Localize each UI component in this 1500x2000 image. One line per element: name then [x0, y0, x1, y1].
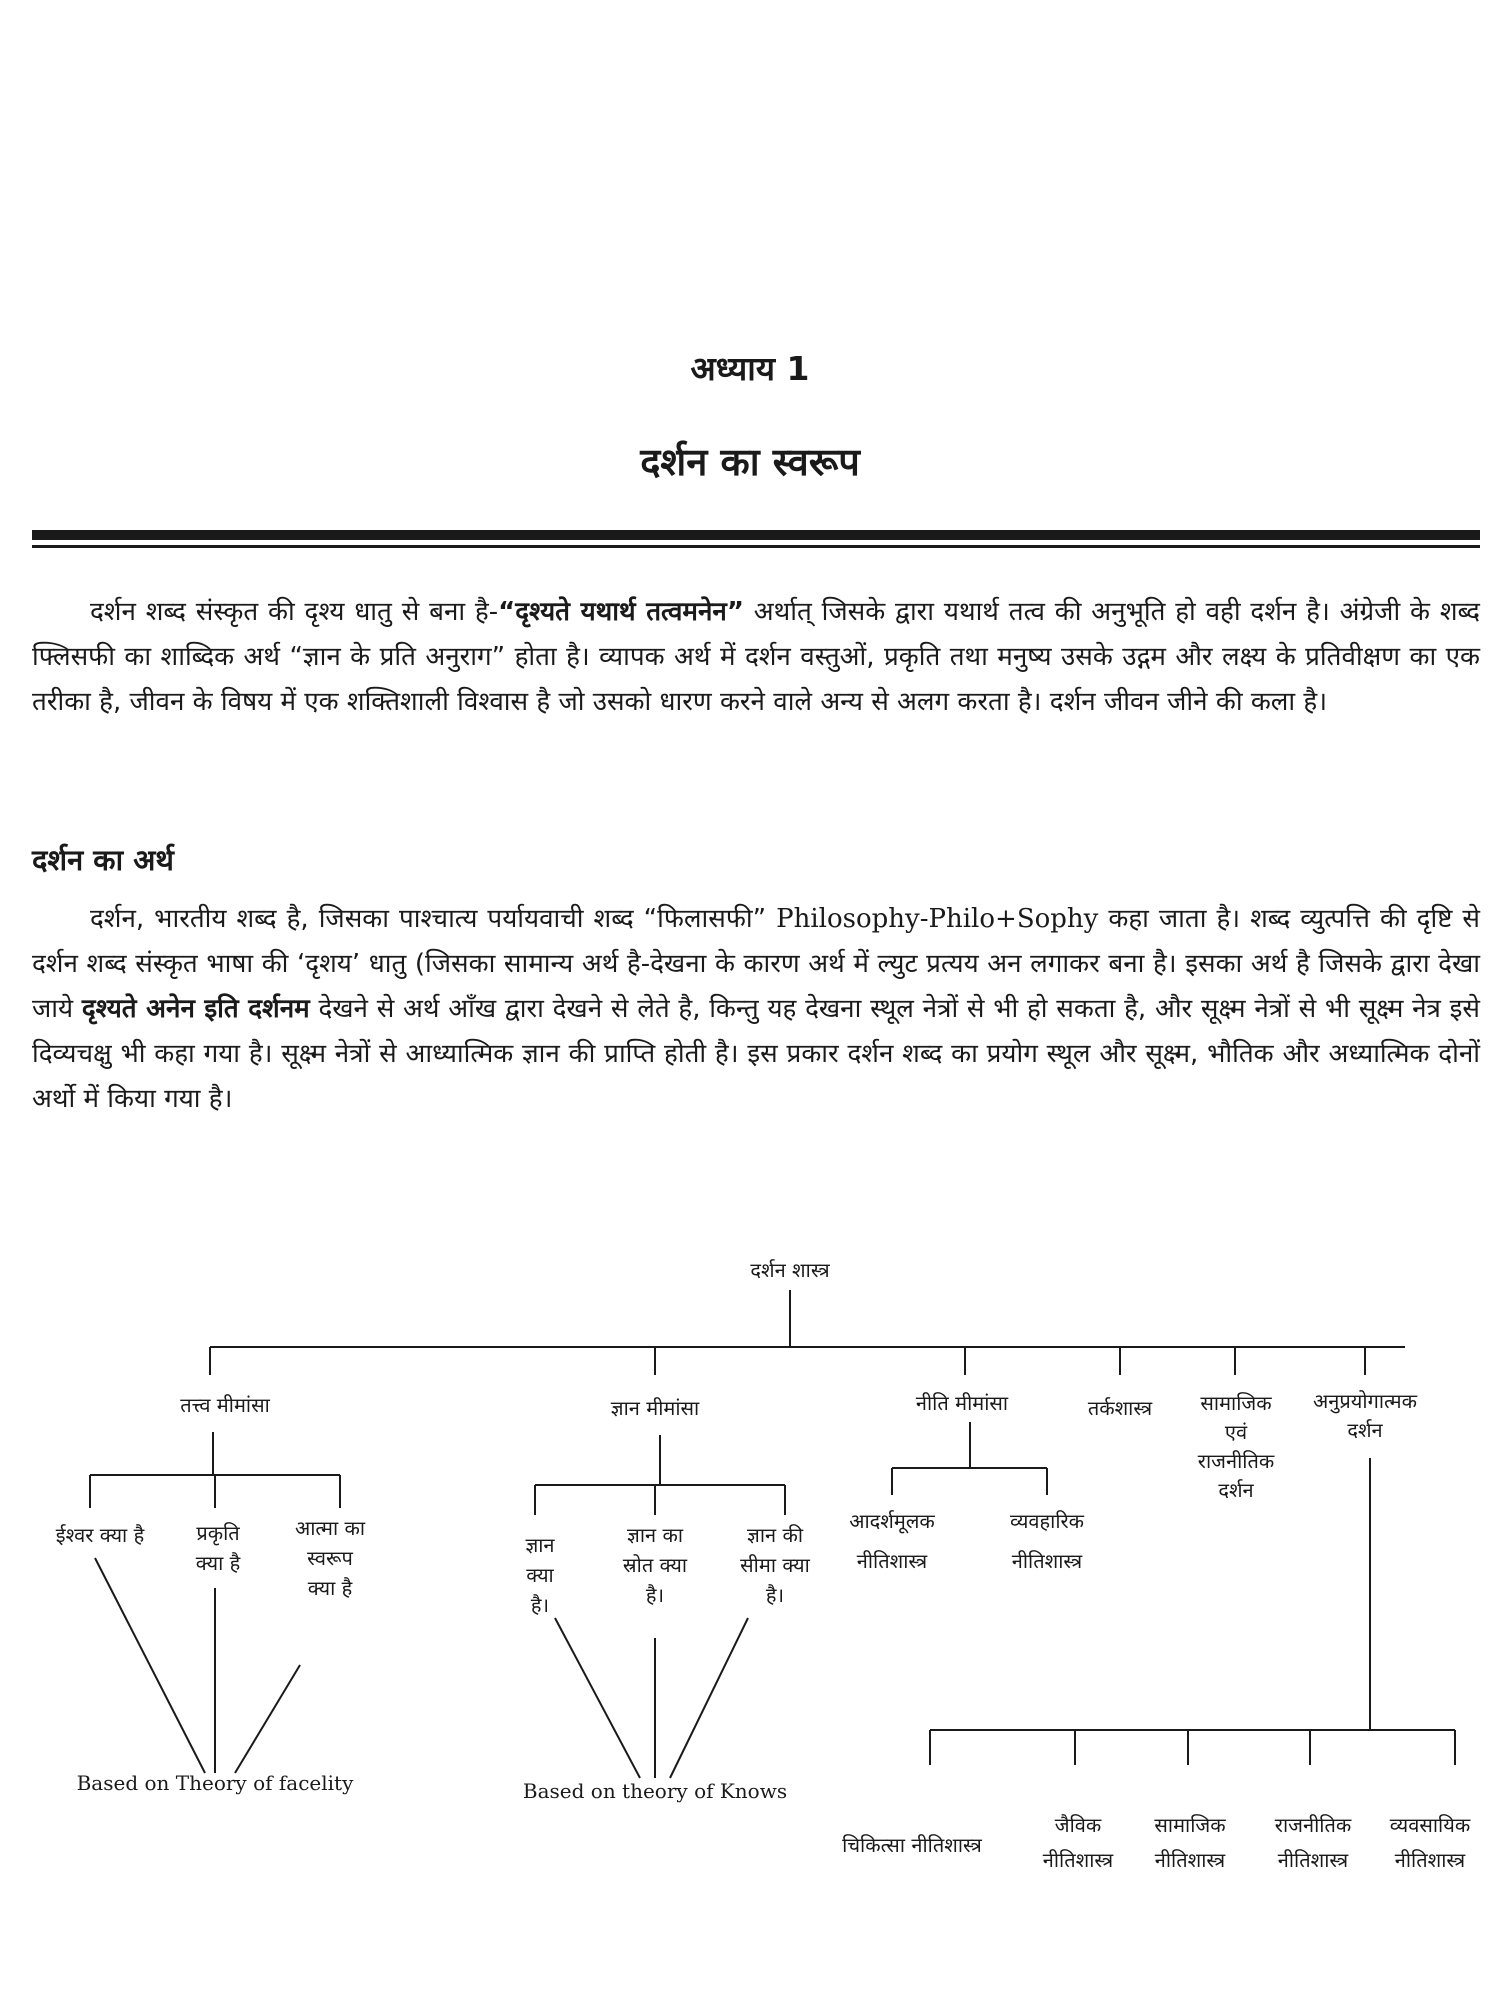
applied-business-line2: नीतिशास्त्र	[1394, 1848, 1466, 1872]
intro-paragraph	[32, 590, 1480, 725]
epistemology-source-line2: स्रोत क्या	[622, 1553, 688, 1577]
branch-epistemology: ज्ञान मीमांसा	[610, 1396, 700, 1420]
applied-bio-line2: नीतिशास्त्र	[1042, 1848, 1114, 1872]
epistemology-limit-line3: है।	[765, 1583, 785, 1607]
meaning-text-2: कहा जाता है। शब्द व्युत्पत्ति की दृष्टि से दर्शन शब्द संस्कृत भाषा की ‘दृशय’ धातु (जिसका सामान्य अर्थ है-देखना के कारण अर्थ में ल्युट प्रत्यय अन लगाकर बना है। इसका अर्थ है जिसके द्वारा देखा जाये	[32, 904, 1480, 1024]
metaphysics-soul-line1: आत्मा का	[294, 1516, 366, 1540]
branch-logic: तर्कशास्त्र	[1087, 1396, 1153, 1420]
connector	[555, 1618, 640, 1778]
chapter-title: दर्शन का स्वरूप	[640, 440, 860, 484]
metaphysics-god: ईश्वर क्या है	[55, 1523, 145, 1547]
meaning-text-3: देखने से अर्थ आँख द्वारा देखने से लेते है, किन्तु यह देखना स्थूल नेत्रों से भी हो सकता है, और सूक्ष्म नेत्रों से भी सूक्ष्म नेत्र इसे दिव्यचक्षु भी कहा गया है। सूक्ष्म नेत्रों से आध्यात्मिक ज्ञान की प्राप्ति होती है। इस प्रकार दर्शन शब्द का प्रयोग स्थूल और सूक्ष्म, भौतिक और अध्यात्मिक दोनों अर्थो में किया गया है।	[32, 994, 1480, 1114]
connector	[95, 1558, 205, 1773]
branch-ethics: नीति मीमांसा	[915, 1391, 1009, 1415]
epistemology-what-line1: ज्ञान	[525, 1533, 555, 1557]
intro-text-1: दर्शन शब्द संस्कृत की दृश्य धातु से बना है-	[90, 597, 499, 627]
header-rule-thin	[32, 545, 1480, 548]
applied-bio-line1: जैविक	[1054, 1813, 1102, 1837]
meaning-text-1: दर्शन, भारतीय शब्द है, जिसका पाश्चात्य पर्यायवाची शब्द “फिलासफी”	[90, 904, 777, 934]
applied-political-line1: राजनीतिक	[1274, 1813, 1352, 1837]
section-heading-meaning: दर्शन का अर्थ	[32, 843, 174, 877]
applied-medical: चिकित्सा नीतिशास्त्र	[842, 1833, 982, 1857]
metaphysics-soul-line3: क्या है	[307, 1576, 353, 1600]
branch-metaphysics: तत्त्व मीमांसा	[180, 1393, 270, 1417]
intro-text-2: अर्थात् जिसके द्वारा यथार्थ तत्व की अनुभूति हो वही दर्शन है। अंग्रेजी के शब्द फ्लिसफी का शाब्दिक अर्थ “ज्ञान के प्रति अनुराग” होता है। व्यापक अर्थ में दर्शन वस्तुओं, प्रकृति तथा मनुष्य उसके उद्गम और लक्ष्य के प्रतिवीक्षण का एक तरीका है, जीवन के विषय में एक शक्तिशाली विश्वास है जो उसको धारण करने वाले अन्य से अलग करता है। दर्शन जीवन जीने की कला है।	[32, 597, 1480, 717]
branch-social-political-line3: राजनीतिक	[1197, 1449, 1275, 1473]
epistemology-limit-line2: सीमा क्या	[740, 1553, 810, 1577]
meaning-paragraph	[32, 897, 1480, 1122]
philosophy-tree-diagram	[0, 1240, 1500, 1900]
epistemology-note: Based on theory of Knows	[522, 1779, 788, 1803]
header-rule-thick	[32, 530, 1480, 540]
chapter-number: अध्याय 1	[690, 349, 810, 388]
metaphysics-nature-line1: प्रकृति	[196, 1521, 240, 1545]
diagram-root: दर्शन शास्त्र	[750, 1258, 830, 1282]
applied-social-line1: सामाजिक	[1154, 1813, 1226, 1837]
connector	[670, 1618, 748, 1778]
epistemology-source-line3: है।	[645, 1583, 665, 1607]
branch-applied-line1: अनुप्रयोगात्मक	[1313, 1389, 1417, 1413]
ethics-normative-line2: नीतिशास्त्र	[856, 1549, 928, 1573]
meaning-english-term: Philosophy-Philo+Sophy	[776, 904, 1099, 934]
applied-social-line2: नीतिशास्त्र	[1154, 1848, 1226, 1872]
ethics-normative-line1: आदर्शमूलक	[849, 1509, 935, 1533]
branch-social-political-line4: दर्शन	[1218, 1478, 1254, 1502]
epistemology-what-line3: है।	[530, 1593, 550, 1617]
branch-social-political-line2: एवं	[1224, 1420, 1248, 1444]
epistemology-source-line1: ज्ञान का	[627, 1523, 683, 1547]
epistemology-limit-line1: ज्ञान की	[747, 1523, 803, 1547]
branch-social-political-line1: सामाजिक	[1200, 1391, 1272, 1415]
applied-political-line2: नीतिशास्त्र	[1277, 1848, 1349, 1872]
applied-business-line1: व्यवसायिक	[1389, 1813, 1471, 1837]
ethics-practical-line2: नीतिशास्त्र	[1011, 1549, 1083, 1573]
branch-applied-line2: दर्शन	[1347, 1418, 1383, 1442]
metaphysics-nature-line2: क्या है	[195, 1551, 241, 1575]
connector	[235, 1665, 300, 1773]
metaphysics-note: Based on Theory of facelity	[76, 1771, 354, 1795]
metaphysics-soul-line2: स्वरूप	[307, 1546, 353, 1570]
epistemology-what-line2: क्या	[526, 1563, 554, 1587]
intro-quote: “दृश्यते यथार्थ तत्वमनेन”	[498, 597, 744, 627]
ethics-practical-line1: व्यवहारिक	[1009, 1509, 1085, 1533]
meaning-bold-phrase: दृश्यते अनेन इति दर्शनम	[81, 994, 310, 1024]
